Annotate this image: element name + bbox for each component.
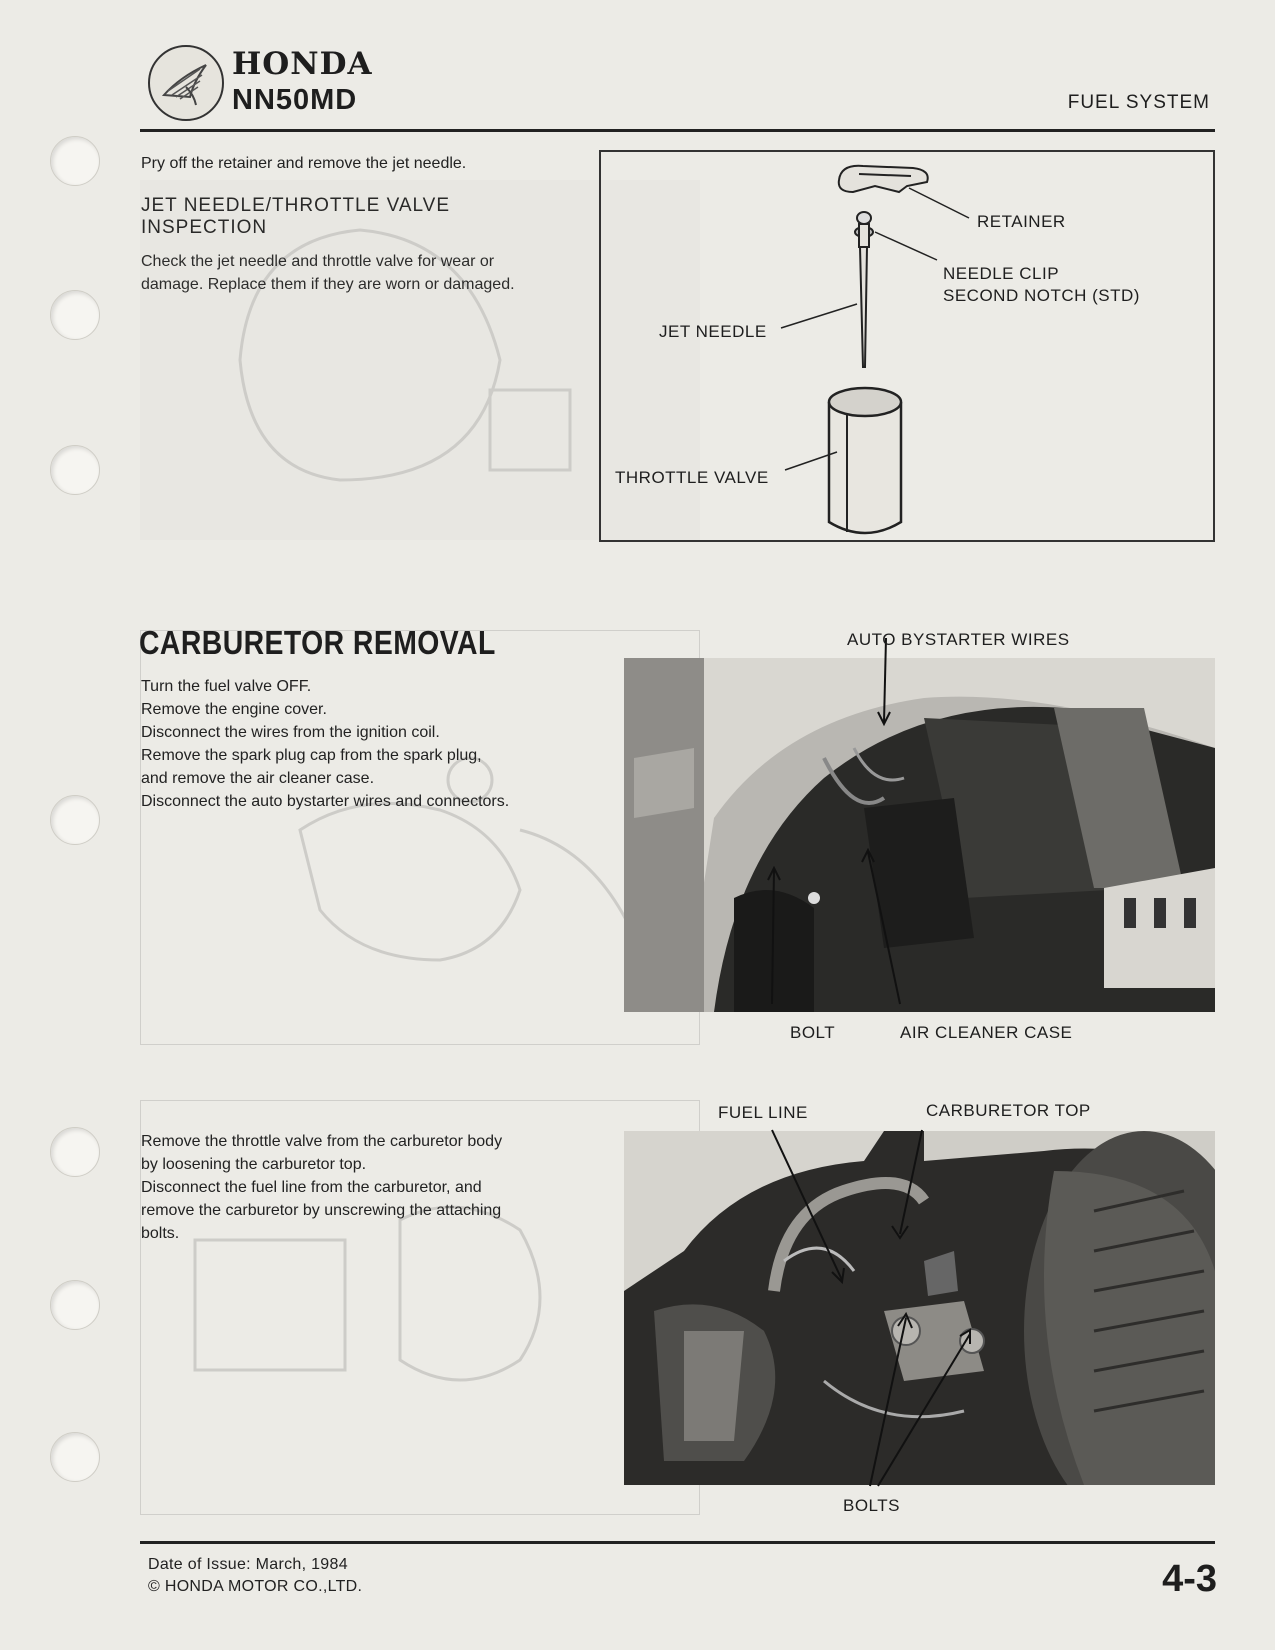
honda-wing-logo-icon	[148, 45, 224, 121]
bleed-through-ghost	[140, 1100, 700, 1515]
retainer-label: RETAINER	[977, 212, 1066, 231]
second-notch-label: SECOND NOTCH (STD)	[943, 286, 1140, 305]
copyright: © HONDA MOTOR CO.,LTD.	[148, 1578, 363, 1595]
binder-hole	[50, 795, 100, 845]
jet-needle-body: Check the jet needle and throttle valve for wear or damage. Replace them if they are worn or damaged.	[141, 253, 515, 293]
photo1-leaders	[624, 600, 1215, 1020]
bleed-through-ghost	[140, 630, 700, 1045]
binder-hole	[50, 445, 100, 495]
jet-needle-label: JET NEEDLE	[659, 322, 767, 341]
photo2-leaders	[624, 1110, 1215, 1510]
binder-hole	[50, 290, 100, 340]
needle-clip-label: NEEDLE CLIP	[943, 264, 1060, 283]
throttle-valve-label: THROTTLE VALVE	[615, 468, 769, 487]
carburetor-removal-steps-2: Remove the throttle valve from the carburetor body by loosening the carburetor top. Disconnect the fuel line from the carburetor, and remove the carburetor by unscrewing the attaching bolts.	[141, 1133, 503, 1242]
footer-rule	[140, 1541, 1215, 1544]
binder-hole	[50, 1127, 100, 1177]
auto-bystarter-wires-label: AUTO BYSTARTER WIRES	[847, 630, 1070, 649]
model-name: NN50MD	[232, 84, 358, 116]
intro-text: Pry off the retainer and remove the jet needle.	[141, 155, 467, 172]
binder-hole	[50, 1432, 100, 1482]
fuel-line-label: FUEL LINE	[718, 1103, 808, 1122]
carburetor-removal-heading: CARBURETOR REMOVAL	[139, 624, 496, 661]
date-of-issue: Date of Issue: March, 1984	[148, 1556, 348, 1573]
jet-needle-heading: JET NEEDLE/THROTTLE VALVE INSPECTION	[141, 195, 451, 238]
binder-hole	[50, 1280, 100, 1330]
page-number: 4-3	[1162, 1558, 1217, 1600]
bolt-label: BOLT	[790, 1023, 836, 1042]
carburetor-removal-steps: Turn the fuel valve OFF. Remove the engine cover. Disconnect the wires from the ignition coil. Remove the spark plug cap from the spark plug, and remove the air cleaner case. Disconnect the auto bystarter wires and connectors.	[141, 678, 510, 810]
header-rule	[140, 129, 1215, 132]
bolts-label: BOLTS	[843, 1496, 900, 1515]
section-title: FUEL SYSTEM	[1067, 92, 1210, 113]
air-cleaner-case-label: AIR CLEANER CASE	[900, 1023, 1073, 1042]
binder-hole	[50, 136, 100, 186]
brand-name: HONDA	[232, 46, 373, 82]
jet-needle-figure	[599, 150, 1215, 542]
carburetor-top-label: CARBURETOR TOP	[926, 1101, 1091, 1120]
